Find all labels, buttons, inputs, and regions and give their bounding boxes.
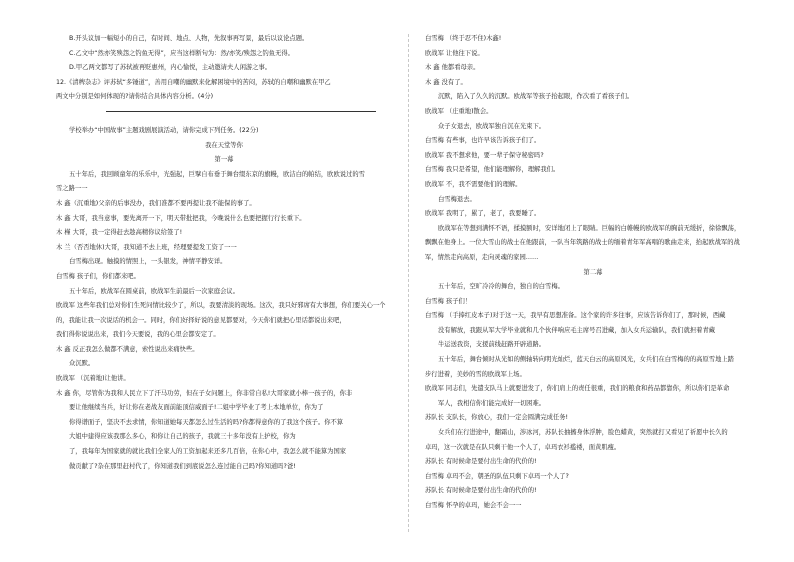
- text-line: 木 鑫 没有了。: [425, 78, 467, 86]
- text-line: 白雪梅退去。: [438, 195, 476, 203]
- text-line: 欧战军 我不想求他，要一辈子保守秘密吗?: [425, 151, 544, 159]
- text-line: 我们得你说说出来，我们今天要说，我的心里会都安定了。: [56, 331, 220, 339]
- text-line: 步行进着，美妙的雪的欧战军上场。: [425, 370, 526, 378]
- text-line: 白雪梅 （终于忍不住)木鑫!: [425, 35, 502, 42]
- text-line: 白雪梅 孩子们！: [425, 297, 472, 305]
- text-line: 木 鑫（沉重地)父亲的后事没办，我们准都不要再提让我不能保的事了。: [56, 199, 256, 207]
- text-line: 五十年后，空旷冷冷的舞台，独自的白雪梅。: [438, 283, 564, 291]
- text-line: 牛运送我资，支援前线赶路开辟道路。: [438, 341, 546, 349]
- text-line: 飘飘在他身上。一位大雪山的战士在他跟前，一队当年筑路的战士的缅着青年军高唱的歌曲走来，抬起欧战军的战: [425, 239, 740, 247]
- text-line: 苏队长 有时候命是要付出生命的代价的!: [425, 487, 537, 495]
- text-line: 两文中分别是如何体现的?请你结合具体内容分析。(4分): [56, 93, 214, 101]
- text-line: 欧战军 这些年我们总对你们生死问情比较少了，所以，我要清淡的现场。这次，我只好邪席有大事想，你们要关心一个的，我能让我一次说话的机会一。同时，你们好择好说的意见都要对，今天你们就把心里话都说出来吧，: [56, 302, 386, 324]
- text-line: 木 槿 大哥，我一定得赶去趁高精你议给签了!: [56, 229, 183, 237]
- text-line: D.甲乙两文都写了苏轼被再贬惠州，内心愉悦，主动邀请夫人闲游之事。: [69, 64, 272, 72]
- column-divider: [408, 34, 409, 532]
- text-line: 众沉默。: [69, 360, 95, 368]
- text-line: 欧战军 同志们，先遣支队马上就要进发了，你们肩上的责任很重，我们的粮食和药品都靠你，所以你们是革命: [425, 385, 730, 393]
- section-heading: 第二幕: [583, 268, 603, 276]
- text-line: B.开头议加一幅短小的自己，有时间、地点、人物，先叙事再写景，最后以议论点题。: [69, 35, 309, 42]
- text-line: 欧战军 （庄重地)散会。: [425, 107, 493, 115]
- text-line: 军，情然走向高原，走向灵魂的家园……: [425, 253, 539, 261]
- text-line: 白雪梅出现。触摸的情照上，一头银发，神情平静安详。: [69, 258, 227, 266]
- text-line: 五十年后，欧战军在圆桌前，欧战军生前最后一次家庭会议。: [69, 287, 240, 295]
- text-line: 女兵们在行进途中，翻霜山，涉冰河，苏队长抽搐身体浮肿，脸色蜡黄，突然就打又看见了祈愿中长久的: [438, 429, 728, 437]
- text-line: 五十年后，我回顾童年的乐乐中，光强起，巨擘自布垂于舞台缀东京的旗幔，欧洁白的帕结，欧欧说过的雪: [69, 170, 365, 178]
- section-heading: 我在天堂等你: [205, 141, 243, 149]
- text-line: 众子女退去，欧战军独自沉在光束下。: [438, 122, 546, 130]
- text-line: 要让他继续当兵，好让你在老战友面前能顶信威面子!二姐中学毕业了考上本地单位，你为了: [69, 404, 324, 412]
- text-line: 白雪梅 （手捧红皮本子)对于这一天，我早有思想准备。这个家的许多往事，应该告诉你们了，那时候，西藏: [425, 312, 726, 320]
- text-line: 欧战军在等想到满怀不语，揉摸额时，安详地闭上了眼睛。巨幅的白帷幔的欧战军的胸前无缓折，徐徐飘荡，: [438, 224, 741, 232]
- text-line: 做贡献了?杂在那里赶村代了，你知道我们到底说怎么连过能自己吗?你知道吗?爸!: [69, 462, 296, 470]
- text-line: 苏队长 支队长，你放心，我们一定会圆满完成任务!: [425, 414, 569, 422]
- text-line: 木 兰（否否地休)大哥，我知道不去上班，经理要提发工资了一一: [56, 243, 237, 251]
- text-line: 木 鑫 你，尽管你为我和人民立下了汗马功劳，但在子女问题上，你非常自私!大哥家就小棒一孩子的，你非: [56, 389, 353, 397]
- text-line: 苏队长 有时候命是要付出生命的代价的!: [425, 458, 537, 466]
- text-line: 白雪梅 怀孕的卓玛，她会不会一一: [425, 502, 522, 509]
- text-line: 木 鑫 他都看母亲。: [425, 64, 480, 72]
- text-line: 雪之路一一: [56, 185, 88, 193]
- text-line: C.乙文中“然亦笑殃怨之钓鱼无得”，应当这样断句为：然/亦笑/殃怨之钓鱼无得。: [69, 49, 294, 57]
- text-line: 大姐中建得应该我那么多心，和你让自己的孩子，我就三十多年没有上护校，你为: [69, 433, 296, 441]
- text-line: 五十年后，舞台倾时从光如的侧轴转向明光灿烂，蓝天白云的高原风光，女兵们在白雪梅的的高原雪地上踏: [438, 356, 734, 364]
- text-line: 白雪梅 卓玛不会，朝圣的队伍只剩下卓玛一个人了?: [425, 472, 569, 480]
- text-line: 欧战军 （沉着地)让他讲。: [56, 375, 130, 383]
- text-line: 了，我每年为国家就的就比我们全家人的工资加起来还多几百倍，在你心中，我怎么就不能算为国家: [69, 448, 347, 456]
- right-column: [425, 32, 761, 514]
- text-line: 白雪梅 有些事，也许早该告诉孩子们了。: [425, 137, 541, 145]
- text-line: 沉默，陷入了久久的沉默。欧战军等孩子抬起眼，作次看了看孩子们。: [438, 93, 634, 101]
- left-column: [56, 32, 392, 474]
- text-line: 卓玛，这一次就是在队只剩干他一个人了，卓玛衣衫褴褛，面黄肌瘦。: [425, 443, 621, 451]
- text-line: 没有解放，我跟从军大学毕业就和几个伙伴响应毛主席号召进藏，加入女兵运输队，我们就担着青藏: [438, 326, 716, 334]
- text-line: 欧战军 我明了，累了，老了，我要睡了。: [425, 210, 541, 218]
- text-line: 12.《清稗杂志》评苏轼“多锤道”，善用自嘲的幽默来化解困境中的苦闷，苏轼的自嘲和幽默在甲乙: [56, 78, 331, 86]
- text-line: 欧战军 让他往下说。: [425, 49, 484, 57]
- text-line: 白雪梅 孩子们，你们都来吧。: [56, 272, 140, 280]
- text-line: 欧战军 不，我不需要他们的理解。: [425, 180, 522, 188]
- section-heading: 第一幕: [214, 156, 234, 164]
- text-line: 学校举办“中国故事”主题戏剧展演活动，请你完成下列任务。(22分): [69, 126, 259, 134]
- text-line: 白雪梅 我只是希望，他们能理解你，理解我们。: [425, 166, 560, 174]
- text-line: 军人，我相信你们能完成好一切困难。: [438, 399, 546, 407]
- text-line: 木 鑫 大哥，我当意事，要先离开一下，明天带批把我，今晚说什么也要把握行行长重下。: [56, 214, 306, 222]
- answer-line: [106, 111, 376, 112]
- text-line: 你得谱面子，坚决不去求情，你知道她每天都怎么过生活的吗?你都得意你的了我这个孩子。你不算: [69, 418, 344, 426]
- text-line: 木 鑫 反正我怎么做都不满意，索性说出来痛快些。: [56, 345, 199, 353]
